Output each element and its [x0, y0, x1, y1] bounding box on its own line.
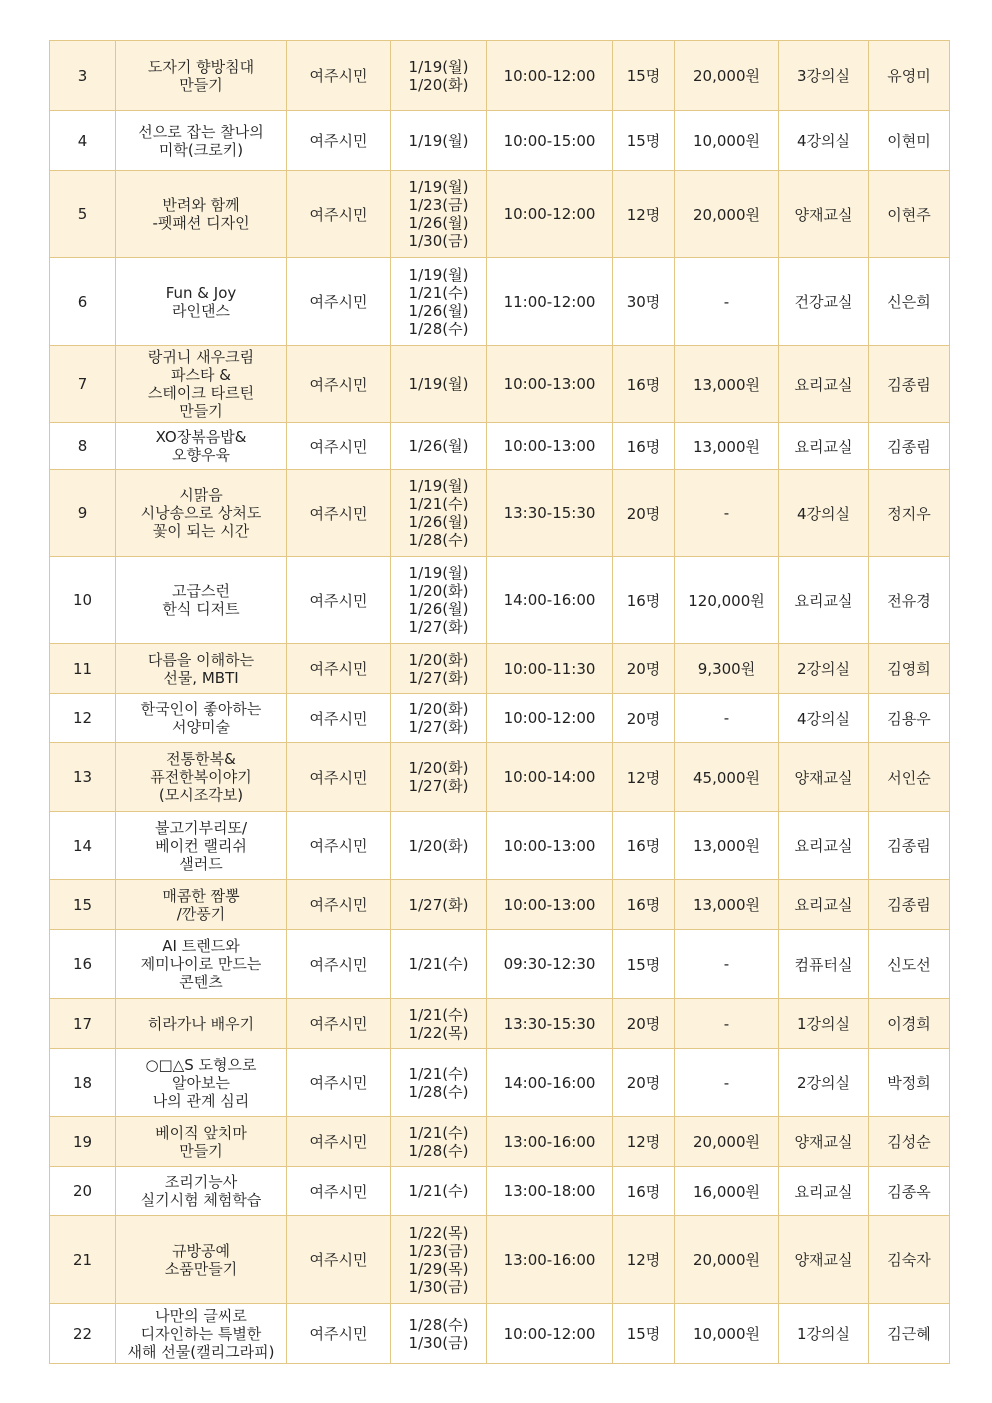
cell-number: 12 — [50, 694, 116, 743]
cell-course-title-line: 조리기능사 — [164, 1173, 238, 1191]
cell-time: 14:00-16:00 — [487, 557, 613, 644]
cell-target: 여주시민 — [287, 41, 391, 111]
cell-dates-line: 1/21(수) — [408, 283, 469, 302]
cell-capacity: 30명 — [613, 258, 675, 346]
cell-dates — [391, 41, 487, 111]
cell-course-title-line: 반려와 함께 — [162, 196, 240, 214]
cell-dates-line: 1/26(월) — [408, 513, 469, 531]
cell-capacity: 12명 — [613, 1117, 675, 1167]
cell-fee: 20,000원 — [675, 171, 779, 258]
cell-dates — [391, 1216, 487, 1304]
cell-course-title-line: 만들기 — [179, 75, 223, 94]
cell-dates-line: 1/20(화) — [408, 759, 469, 777]
cell-dates-line: 1/20(화) — [408, 582, 469, 600]
cell-capacity: 16명 — [613, 1167, 675, 1216]
cell-fee: 20,000원 — [675, 41, 779, 111]
table-row — [50, 346, 950, 423]
cell-instructor: 이현주 — [869, 171, 950, 258]
cell-course-title-line: 꽃이 되는 시간 — [152, 522, 250, 540]
table-row — [50, 423, 950, 470]
cell-course-title — [116, 258, 287, 346]
cell-capacity: 20명 — [613, 644, 675, 694]
cell-time: 10:00-12:00 — [487, 171, 613, 258]
cell-time: 09:30-12:30 — [487, 930, 613, 999]
cell-capacity: 16명 — [613, 812, 675, 880]
cell-capacity: 20명 — [613, 999, 675, 1049]
cell-dates — [391, 171, 487, 258]
cell-course-title-line: 소품만들기 — [164, 1259, 238, 1278]
cell-number: 15 — [50, 880, 116, 930]
cell-course-title-line: 한국인이 좋아하는 — [140, 700, 262, 718]
cell-course-title-line: 다름을 이해하는 — [147, 650, 255, 669]
cell-dates — [391, 999, 487, 1049]
cell-dates-line: 1/19(월) — [408, 375, 469, 393]
cell-course-title-line: 제미나이로 만드는 — [140, 955, 262, 973]
cell-course-title-line: 시맑음 — [179, 486, 223, 504]
cell-capacity: 15명 — [613, 41, 675, 111]
cell-time: 10:00-12:00 — [487, 694, 613, 743]
cell-course-title-line: 베이컨 랠리쉬 — [155, 836, 247, 855]
cell-target: 여주시민 — [287, 111, 391, 171]
cell-fee: 10,000원 — [675, 1304, 779, 1364]
cell-dates-line: 1/27(화) — [408, 618, 469, 636]
cell-room: 컴퓨터실 — [779, 930, 869, 999]
cell-instructor: 김영희 — [869, 644, 950, 694]
cell-target: 여주시민 — [287, 644, 391, 694]
cell-number: 13 — [50, 743, 116, 812]
cell-course-title-line: 히라가나 배우기 — [147, 1014, 255, 1033]
cell-capacity: 12명 — [613, 1216, 675, 1304]
cell-dates-line: 1/19(월) — [408, 131, 469, 150]
cell-room: 4강의실 — [779, 111, 869, 171]
cell-course-title-line: 전통한복& — [166, 750, 236, 768]
cell-time: 10:00-12:00 — [487, 1304, 613, 1364]
cell-fee: 13,000원 — [675, 423, 779, 470]
cell-course-title-line: 랑귀니 새우크림 — [147, 348, 255, 366]
cell-dates — [391, 1117, 487, 1167]
cell-course-title — [116, 1216, 287, 1304]
cell-dates-line: 1/27(화) — [408, 718, 469, 736]
cell-course-title — [116, 694, 287, 743]
cell-capacity: 12명 — [613, 171, 675, 258]
table-row — [50, 1167, 950, 1216]
table-row — [50, 644, 950, 694]
cell-course-title-line: 미학(크로키) — [158, 140, 244, 159]
cell-course-title-line: 시낭송으로 상처도 — [140, 504, 262, 522]
cell-capacity: 15명 — [613, 111, 675, 171]
cell-dates-line: 1/21(수) — [408, 1123, 469, 1142]
cell-course-title-line: XO장볶음밥& — [155, 428, 247, 446]
course-schedule-table — [49, 40, 950, 1364]
cell-dates-line: 1/21(수) — [408, 1064, 469, 1083]
cell-capacity: 16명 — [613, 557, 675, 644]
cell-instructor: 김숙자 — [869, 1216, 950, 1304]
cell-course-title — [116, 423, 287, 470]
cell-room: 2강의실 — [779, 644, 869, 694]
cell-instructor: 김성순 — [869, 1117, 950, 1167]
cell-target: 여주시민 — [287, 1049, 391, 1117]
cell-dates — [391, 346, 487, 423]
cell-course-title-line: 실기시험 체험학습 — [140, 1191, 262, 1209]
cell-target: 여주시민 — [287, 880, 391, 930]
cell-dates-line: 1/19(월) — [408, 57, 469, 76]
cell-course-title-line: 콘텐츠 — [179, 973, 223, 991]
cell-time: 11:00-12:00 — [487, 258, 613, 346]
cell-course-title-line: 스테이크 타르틴 — [147, 384, 255, 402]
cell-target: 여주시민 — [287, 470, 391, 557]
cell-number: 3 — [50, 41, 116, 111]
cell-dates-line: 1/20(화) — [408, 650, 469, 669]
cell-fee: 16,000원 — [675, 1167, 779, 1216]
cell-room: 양재교실 — [779, 743, 869, 812]
cell-dates-line: 1/19(월) — [408, 265, 469, 284]
cell-target: 여주시민 — [287, 1304, 391, 1364]
cell-dates — [391, 694, 487, 743]
cell-course-title — [116, 1117, 287, 1167]
cell-instructor: 김종림 — [869, 880, 950, 930]
cell-dates — [391, 743, 487, 812]
cell-dates — [391, 111, 487, 171]
cell-dates-line: 1/30(금) — [408, 232, 469, 250]
table-row — [50, 694, 950, 743]
table-row — [50, 999, 950, 1049]
cell-target: 여주시민 — [287, 743, 391, 812]
cell-dates — [391, 423, 487, 470]
cell-course-title-line: Fun & Joy — [165, 283, 237, 302]
cell-room: 1강의실 — [779, 1304, 869, 1364]
table-row — [50, 41, 950, 111]
cell-course-title-line: 베이직 앞치마 — [155, 1123, 247, 1142]
cell-dates-line: 1/21(수) — [408, 1182, 469, 1200]
table-row — [50, 470, 950, 557]
cell-course-title-line: 샐러드 — [179, 854, 223, 873]
cell-course-title — [116, 171, 287, 258]
cell-target: 여주시민 — [287, 999, 391, 1049]
cell-number: 7 — [50, 346, 116, 423]
cell-course-title — [116, 812, 287, 880]
cell-dates-line: 1/22(목) — [408, 1223, 469, 1242]
cell-fee: 120,000원 — [675, 557, 779, 644]
cell-number: 6 — [50, 258, 116, 346]
cell-course-title-line: 선으로 잡는 찰나의 — [138, 122, 264, 141]
cell-number: 9 — [50, 470, 116, 557]
cell-dates — [391, 258, 487, 346]
cell-course-title-line: 새해 선물(캘리그라피) — [127, 1342, 275, 1361]
cell-capacity: 16명 — [613, 880, 675, 930]
cell-room: 4강의실 — [779, 470, 869, 557]
cell-number: 10 — [50, 557, 116, 644]
cell-instructor: 김종림 — [869, 812, 950, 880]
cell-course-title-line: 매콤한 짬뽕 — [162, 886, 240, 905]
cell-dates — [391, 644, 487, 694]
cell-dates-line: 1/19(월) — [408, 477, 469, 495]
cell-dates-line: 1/27(화) — [408, 895, 469, 914]
cell-time: 13:00-18:00 — [487, 1167, 613, 1216]
cell-instructor: 신도선 — [869, 930, 950, 999]
cell-fee: - — [675, 999, 779, 1049]
cell-fee: - — [675, 258, 779, 346]
cell-number: 22 — [50, 1304, 116, 1364]
cell-dates-line: 1/22(목) — [408, 1023, 469, 1042]
cell-dates-line: 1/19(월) — [408, 178, 469, 196]
cell-course-title — [116, 111, 287, 171]
table-row — [50, 111, 950, 171]
cell-time: 10:00-12:00 — [487, 41, 613, 111]
cell-dates-line: 1/27(화) — [408, 668, 469, 687]
cell-time: 10:00-15:00 — [487, 111, 613, 171]
cell-instructor: 서인순 — [869, 743, 950, 812]
cell-dates-line: 1/28(수) — [408, 1315, 469, 1334]
cell-room: 요리교실 — [779, 423, 869, 470]
cell-time: 10:00-13:00 — [487, 423, 613, 470]
cell-course-title-line: 디자인하는 특별한 — [140, 1324, 262, 1343]
cell-target: 여주시민 — [287, 694, 391, 743]
cell-instructor: 김종림 — [869, 346, 950, 423]
cell-room: 요리교실 — [779, 557, 869, 644]
cell-instructor: 박정희 — [869, 1049, 950, 1117]
cell-dates — [391, 1049, 487, 1117]
cell-dates-line: 1/19(월) — [408, 564, 469, 582]
cell-capacity: 16명 — [613, 423, 675, 470]
cell-time: 13:00-16:00 — [487, 1216, 613, 1304]
cell-instructor: 이현미 — [869, 111, 950, 171]
cell-room: 건강교실 — [779, 258, 869, 346]
cell-instructor: 김근혜 — [869, 1304, 950, 1364]
cell-course-title-line: /깐풍기 — [176, 904, 226, 923]
cell-course-title-line: 도자기 향방침대 — [147, 57, 255, 76]
cell-dates — [391, 557, 487, 644]
cell-instructor: 신은희 — [869, 258, 950, 346]
cell-dates-line: 1/30(금) — [408, 1333, 469, 1352]
cell-course-title — [116, 1304, 287, 1364]
cell-number: 17 — [50, 999, 116, 1049]
cell-room: 요리교실 — [779, 812, 869, 880]
cell-dates — [391, 1304, 487, 1364]
cell-number: 4 — [50, 111, 116, 171]
cell-fee: 45,000원 — [675, 743, 779, 812]
table-row — [50, 1049, 950, 1117]
cell-target: 여주시민 — [287, 1216, 391, 1304]
cell-target: 여주시민 — [287, 930, 391, 999]
cell-course-title-line: 만들기 — [179, 402, 223, 420]
cell-course-title-line: 서양미술 — [172, 718, 230, 736]
cell-number: 5 — [50, 171, 116, 258]
cell-dates-line: 1/28(수) — [408, 319, 469, 338]
cell-dates — [391, 812, 487, 880]
cell-target: 여주시민 — [287, 346, 391, 423]
cell-instructor: 김종림 — [869, 423, 950, 470]
cell-instructor: 유영미 — [869, 41, 950, 111]
cell-target: 여주시민 — [287, 171, 391, 258]
cell-number: 20 — [50, 1167, 116, 1216]
cell-number: 18 — [50, 1049, 116, 1117]
cell-fee: 13,000원 — [675, 880, 779, 930]
cell-course-title-line: ○□△S 도형으로 — [145, 1055, 257, 1074]
cell-course-title-line: 알아보는 — [172, 1073, 230, 1092]
cell-dates-line: 1/20(화) — [408, 75, 469, 94]
table-row — [50, 880, 950, 930]
cell-capacity: 20명 — [613, 694, 675, 743]
cell-time: 10:00-13:00 — [487, 346, 613, 423]
table-row — [50, 812, 950, 880]
cell-number: 21 — [50, 1216, 116, 1304]
cell-dates — [391, 470, 487, 557]
cell-fee: 10,000원 — [675, 111, 779, 171]
cell-course-title-line: (모시조각보) — [158, 786, 244, 804]
cell-room: 양재교실 — [779, 171, 869, 258]
cell-course-title — [116, 557, 287, 644]
cell-course-title — [116, 743, 287, 812]
cell-course-title-line: 나만의 글씨로 — [155, 1306, 247, 1325]
cell-room: 양재교실 — [779, 1117, 869, 1167]
cell-dates-line: 1/20(화) — [408, 836, 469, 855]
cell-dates-line: 1/26(월) — [408, 437, 469, 455]
cell-course-title-line: 오향우육 — [172, 446, 230, 464]
cell-number: 11 — [50, 644, 116, 694]
cell-fee: - — [675, 1049, 779, 1117]
cell-room: 4강의실 — [779, 694, 869, 743]
cell-dates-line: 1/23(금) — [408, 196, 469, 214]
cell-fee: 20,000원 — [675, 1117, 779, 1167]
cell-number: 19 — [50, 1117, 116, 1167]
cell-course-title-line: 나의 관계 심리 — [152, 1091, 250, 1110]
cell-dates-line: 1/26(월) — [408, 600, 469, 618]
cell-time: 10:00-13:00 — [487, 880, 613, 930]
table-row — [50, 557, 950, 644]
cell-dates-line: 1/26(월) — [408, 301, 469, 320]
cell-dates — [391, 930, 487, 999]
cell-fee: 20,000원 — [675, 1216, 779, 1304]
table-row — [50, 171, 950, 258]
cell-instructor: 김종옥 — [869, 1167, 950, 1216]
cell-room: 요리교실 — [779, 346, 869, 423]
cell-time: 13:30-15:30 — [487, 999, 613, 1049]
cell-dates-line: 1/28(수) — [408, 1141, 469, 1160]
cell-time: 13:30-15:30 — [487, 470, 613, 557]
cell-course-title-line: 고급스런 — [172, 582, 230, 600]
table-row — [50, 1117, 950, 1167]
cell-course-title — [116, 1167, 287, 1216]
schedule-body — [50, 41, 950, 1364]
cell-dates-line: 1/21(수) — [408, 495, 469, 513]
cell-capacity: 15명 — [613, 930, 675, 999]
cell-dates-line: 1/21(수) — [408, 1005, 469, 1024]
cell-course-title-line: 한식 디저트 — [162, 600, 240, 618]
cell-fee: - — [675, 470, 779, 557]
cell-course-title-line: 만들기 — [179, 1141, 223, 1160]
cell-dates — [391, 880, 487, 930]
cell-course-title-line: 라인댄스 — [172, 301, 230, 320]
cell-target: 여주시민 — [287, 557, 391, 644]
cell-fee: 13,000원 — [675, 346, 779, 423]
cell-capacity: 20명 — [613, 470, 675, 557]
table-row — [50, 258, 950, 346]
cell-room: 2강의실 — [779, 1049, 869, 1117]
cell-course-title — [116, 644, 287, 694]
cell-capacity: 12명 — [613, 743, 675, 812]
cell-dates-line: 1/27(화) — [408, 777, 469, 795]
cell-fee: 9,300원 — [675, 644, 779, 694]
table-row — [50, 743, 950, 812]
cell-room: 요리교실 — [779, 1167, 869, 1216]
cell-time: 14:00-16:00 — [487, 1049, 613, 1117]
cell-time: 10:00-13:00 — [487, 812, 613, 880]
cell-dates-line: 1/29(목) — [408, 1259, 469, 1278]
cell-dates — [391, 1167, 487, 1216]
cell-instructor: 김용우 — [869, 694, 950, 743]
cell-dates-line: 1/23(금) — [408, 1241, 469, 1260]
cell-dates-line: 1/30(금) — [408, 1277, 469, 1296]
cell-course-title-line: AI 트렌드와 — [162, 937, 240, 955]
cell-fee: - — [675, 930, 779, 999]
cell-fee: - — [675, 694, 779, 743]
cell-room: 1강의실 — [779, 999, 869, 1049]
cell-course-title — [116, 41, 287, 111]
cell-course-title — [116, 346, 287, 423]
cell-target: 여주시민 — [287, 1117, 391, 1167]
cell-target: 여주시민 — [287, 258, 391, 346]
cell-dates-line: 1/20(화) — [408, 700, 469, 718]
cell-course-title — [116, 880, 287, 930]
cell-target: 여주시민 — [287, 812, 391, 880]
cell-target: 여주시민 — [287, 423, 391, 470]
table-row — [50, 1304, 950, 1364]
cell-course-title-line: 불고기부리또/ — [155, 818, 247, 837]
cell-instructor: 전유경 — [869, 557, 950, 644]
cell-dates-line: 1/26(월) — [408, 214, 469, 232]
cell-number: 14 — [50, 812, 116, 880]
cell-capacity: 15명 — [613, 1304, 675, 1364]
cell-capacity: 16명 — [613, 346, 675, 423]
cell-course-title-line: 퓨전한복이야기 — [150, 768, 252, 786]
cell-room: 3강의실 — [779, 41, 869, 111]
cell-course-title-line: 선물, MBTI — [163, 668, 239, 687]
cell-course-title-line: 규방공예 — [172, 1241, 230, 1260]
cell-dates-line: 1/21(수) — [408, 955, 469, 973]
table-row — [50, 1216, 950, 1304]
cell-time: 10:00-14:00 — [487, 743, 613, 812]
cell-course-title — [116, 999, 287, 1049]
cell-dates-line: 1/28(수) — [408, 531, 469, 549]
cell-dates-line: 1/28(수) — [408, 1082, 469, 1101]
cell-course-title-line: 파스타 & — [171, 366, 231, 384]
cell-capacity: 20명 — [613, 1049, 675, 1117]
cell-room: 양재교실 — [779, 1216, 869, 1304]
cell-course-title — [116, 1049, 287, 1117]
cell-target: 여주시민 — [287, 1167, 391, 1216]
table-row — [50, 930, 950, 999]
cell-instructor: 이경희 — [869, 999, 950, 1049]
cell-number: 8 — [50, 423, 116, 470]
cell-fee: 13,000원 — [675, 812, 779, 880]
cell-instructor: 정지우 — [869, 470, 950, 557]
cell-course-title-line: -펫패션 디자인 — [152, 214, 250, 232]
cell-course-title — [116, 930, 287, 999]
cell-course-title — [116, 470, 287, 557]
cell-time: 13:00-16:00 — [487, 1117, 613, 1167]
cell-room: 요리교실 — [779, 880, 869, 930]
cell-time: 10:00-11:30 — [487, 644, 613, 694]
cell-number: 16 — [50, 930, 116, 999]
